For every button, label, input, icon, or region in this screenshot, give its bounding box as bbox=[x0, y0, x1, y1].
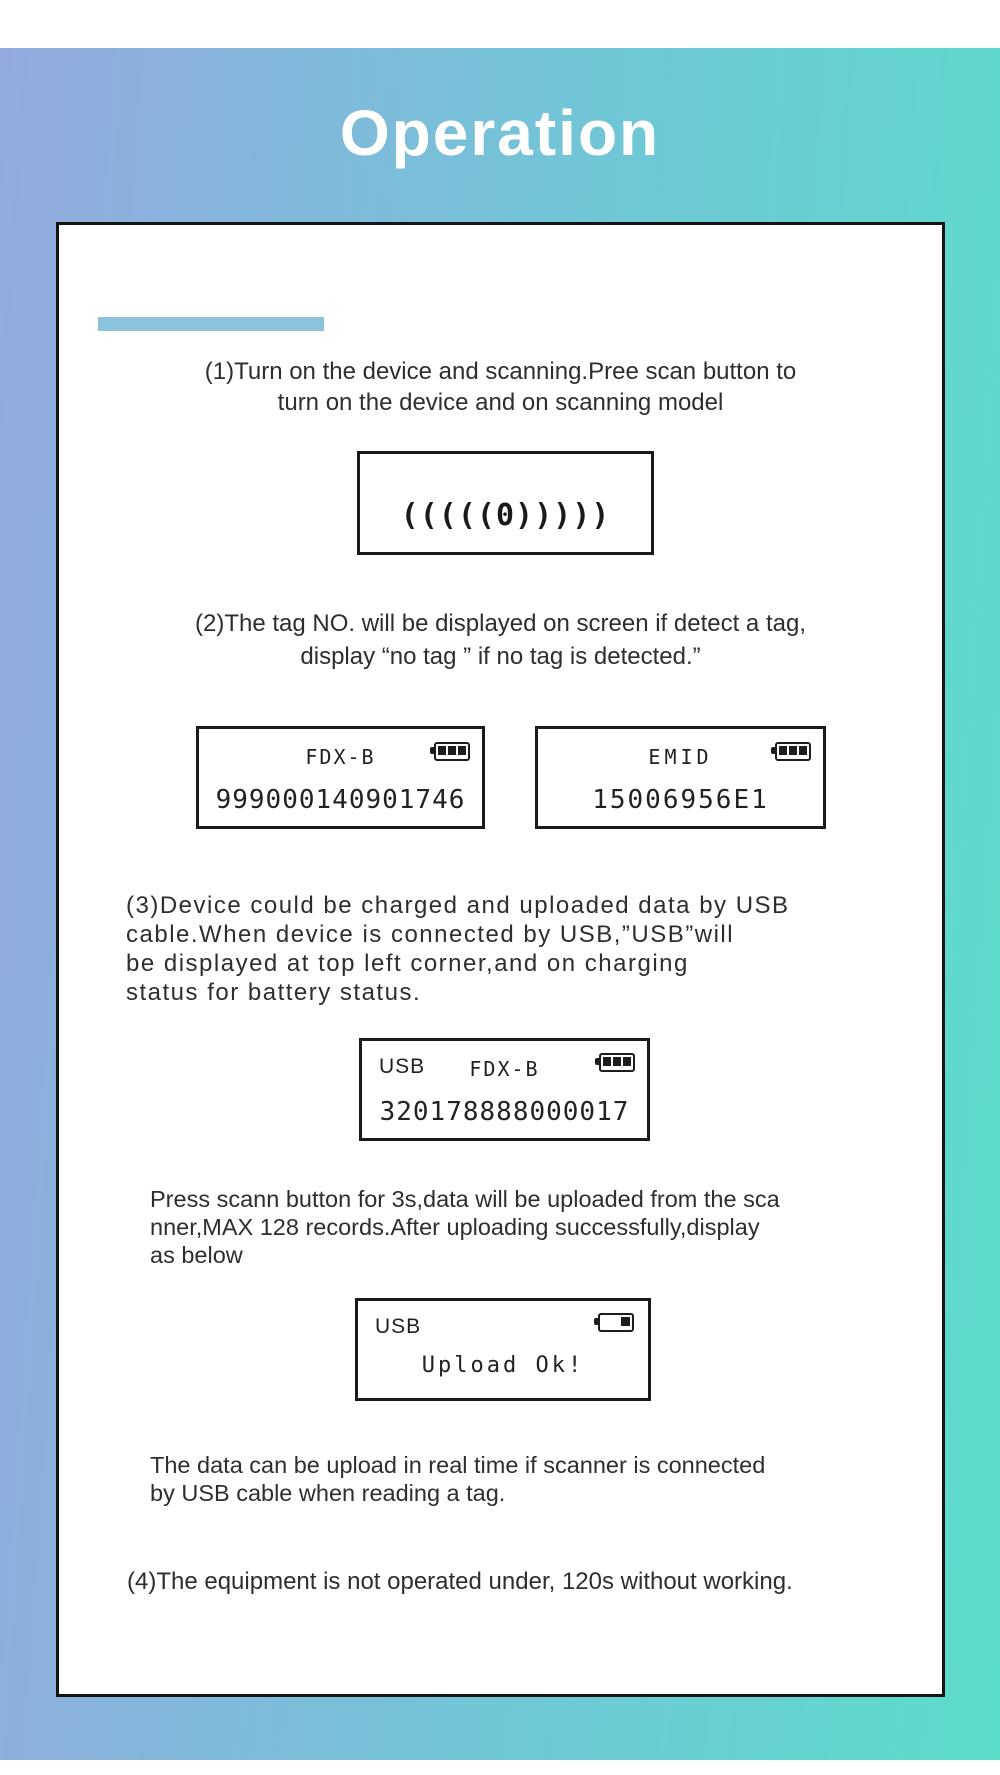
emid-tag-number: 15006956E1 bbox=[592, 785, 769, 815]
step3-line4: status for battery status. bbox=[126, 979, 422, 1006]
step3-line2: cable.When device is connected by USB,”USB”will bbox=[126, 921, 735, 948]
step3-line1: (3)Device could be charged and uploaded data by USB bbox=[126, 892, 790, 919]
page-title: Operation bbox=[339, 97, 661, 169]
upload-display bbox=[355, 1298, 651, 1401]
step1-line1: (1)Turn on the device and scanning.Pree scan button to bbox=[204, 358, 797, 385]
usb-status-label: USB bbox=[379, 1055, 426, 1078]
battery-full-icon bbox=[434, 742, 470, 761]
battery-low-icon bbox=[598, 1313, 634, 1332]
battery-full-icon bbox=[775, 742, 811, 761]
content-card bbox=[56, 222, 945, 1697]
fdxb-tag-number: 999000140901746 bbox=[215, 785, 466, 815]
step3-text bbox=[126, 891, 988, 1007]
usb-tag-number: 320178888000017 bbox=[379, 1097, 630, 1127]
scan-display bbox=[357, 451, 654, 555]
fdxb-display bbox=[196, 726, 485, 829]
scan-signal-glyph: (((((0))))) bbox=[400, 498, 611, 533]
upload-usb-label: USB bbox=[375, 1315, 422, 1338]
realtime-note-line1: The data can be upload in real time if scanner is connected bbox=[150, 1452, 766, 1478]
fdxb-mode-label: FDX-B bbox=[305, 745, 376, 769]
accent-bar bbox=[98, 317, 324, 331]
emid-display bbox=[535, 726, 826, 829]
step1-line2: turn on the device and on scanning model bbox=[277, 389, 724, 416]
step3-line3: be displayed at top left corner,and on charging bbox=[126, 950, 689, 977]
upload-note-line3: as below bbox=[150, 1242, 243, 1268]
upload-note-line1: Press scann button for 3s,data will be uploaded from the sca bbox=[150, 1186, 780, 1212]
step2-line1: (2)The tag NO. will be displayed on screen if detect a tag, bbox=[195, 610, 806, 637]
step4-text: (4)The equipment is not operated under, 120s without working. bbox=[127, 1568, 793, 1595]
realtime-note-line2: by USB cable when reading a tag. bbox=[150, 1480, 506, 1506]
emid-mode-label: EMID bbox=[648, 745, 713, 769]
upload-note-line2: nner,MAX 128 records.After uploading successfully,display bbox=[150, 1214, 760, 1240]
battery-full-icon bbox=[599, 1053, 635, 1072]
upload-message: Upload Ok! bbox=[421, 1353, 585, 1378]
usb-mode-label: FDX-B bbox=[469, 1057, 540, 1081]
usb-fdxb-display bbox=[359, 1038, 650, 1141]
step2-line2: display “no tag ” if no tag is detected.” bbox=[300, 643, 701, 670]
